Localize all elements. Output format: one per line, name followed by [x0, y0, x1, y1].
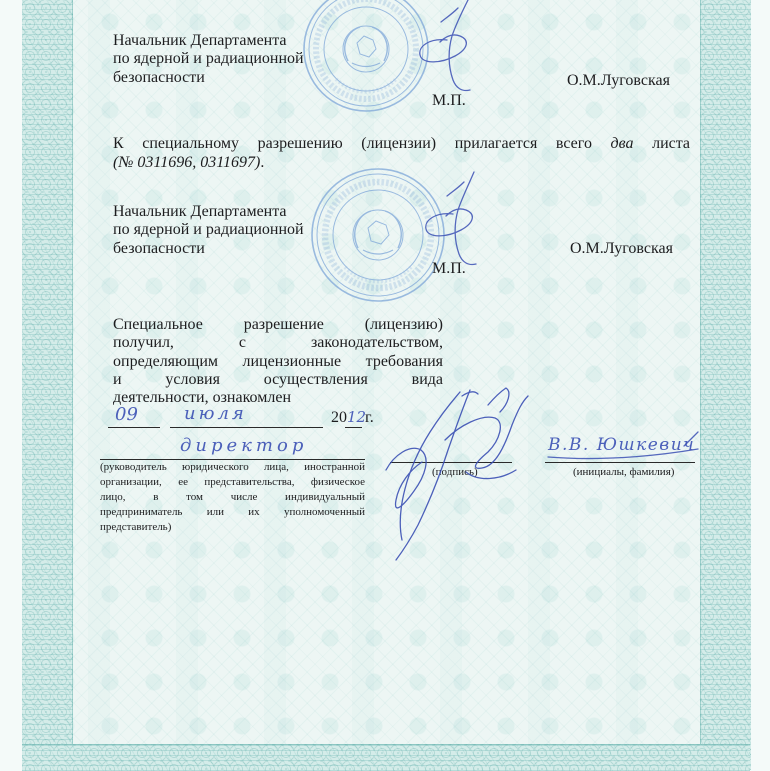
acknowledgement-line: получил, с законодательством, [113, 334, 443, 352]
seal-place-mark-2: М.П. [432, 260, 466, 277]
caption-line: (руководитель юридического лица, иностранной [100, 461, 365, 473]
acknowledgement-line: Специальное разрешение (лицензию) [113, 316, 443, 333]
acknowledgement-line: и условия осуществления вида [113, 370, 443, 388]
date-year-unit: г. [365, 409, 374, 426]
position-line: безопасности [113, 239, 205, 257]
date-day-handwritten: 09 [115, 404, 138, 425]
date-year-suffix-handwritten: 12 [347, 408, 367, 426]
attachment-sheet-count: два [610, 135, 634, 152]
caption-line: лицо, в том числе индивидуальный [100, 491, 365, 503]
recipient-name-flourish [548, 432, 698, 459]
caption-line: представитель) [100, 521, 172, 533]
position-line: по ядерной и радиационной [113, 221, 304, 239]
attachment-text-after: листа [652, 135, 691, 152]
signatory-name-2: О.М.Луговская [570, 240, 673, 257]
attachment-sheet-numbers: (№ 0311696, 0311697) [113, 154, 261, 171]
caption-line: предприниматель или их уполномоченный [100, 506, 365, 518]
caption-line: организации, ее представительства, физическое [100, 476, 365, 488]
date-month-handwritten: июля [184, 403, 247, 424]
recipient-name-handwritten: В.В. Юшкевич [548, 435, 696, 455]
signatory-name-1: О.М.Луговская [567, 72, 670, 89]
attachment-text-before: К специальному разрешению (лицензии) прилагается всего [113, 135, 592, 152]
signature-department-head-2 [426, 172, 476, 265]
acknowledgement-line: определяющим лицензионные требования [113, 352, 443, 370]
signature-recipient [386, 388, 528, 560]
attachment-end: . [260, 154, 265, 171]
date-year-prefix: 20 [331, 409, 347, 426]
acknowledgement-line: деятельности, ознакомлен [113, 389, 292, 407]
signature-department-head-1 [420, 0, 470, 91]
position-line: по ядерной и радиационной [113, 50, 304, 68]
position-line: безопасности [113, 68, 205, 86]
signature-caption: (подпись) [432, 466, 478, 478]
position-line: Начальник Департамента [113, 32, 287, 49]
position-line: Начальник Департамента [113, 203, 287, 220]
recipient-position-handwritten: директор [180, 435, 308, 456]
name-caption: (инициалы, фамилия) [573, 466, 675, 478]
seal-place-mark-1: М.П. [432, 92, 466, 109]
